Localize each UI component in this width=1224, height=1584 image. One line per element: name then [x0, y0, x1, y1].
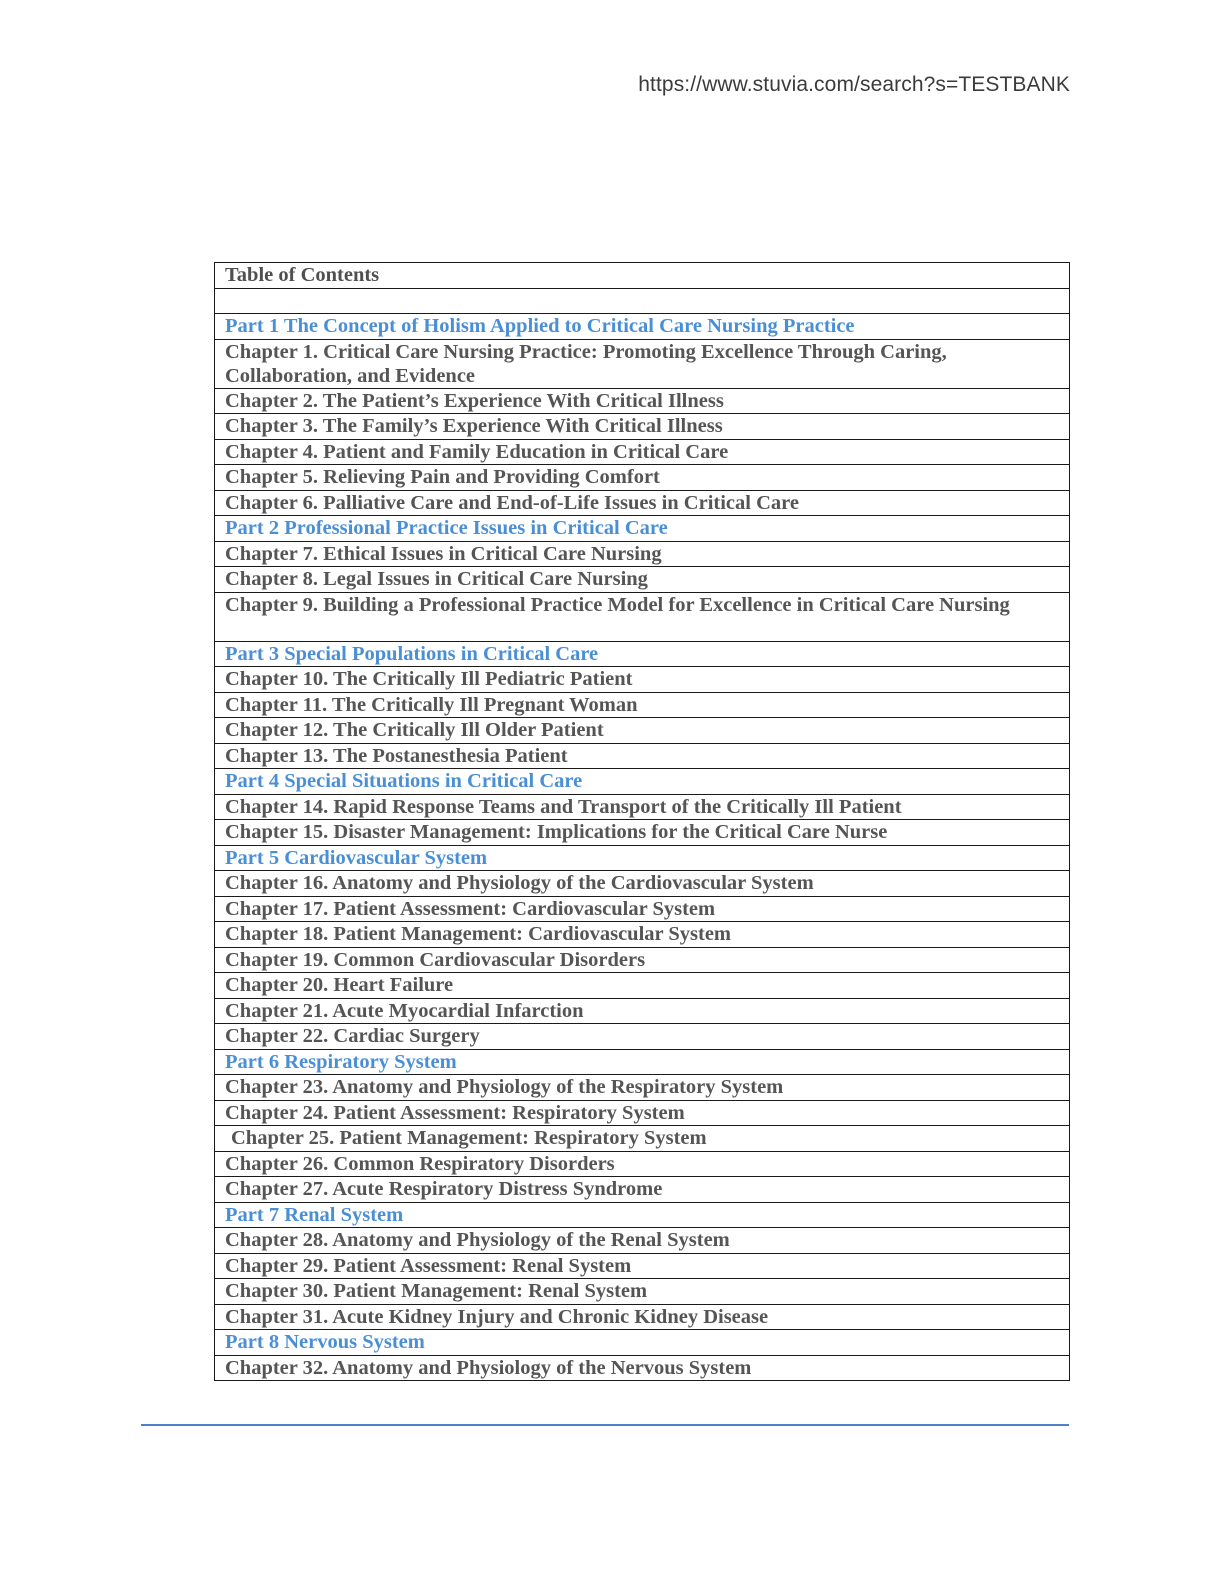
toc-chapter-row-text: Chapter 30. Patient Management: Renal System [215, 1279, 1070, 1305]
toc-chapter-row [215, 1177, 1070, 1203]
toc-chapter-row [215, 794, 1070, 820]
toc-chapter-row-text: Chapter 17. Patient Assessment: Cardiovascular System [215, 896, 1070, 922]
toc-part-row [215, 641, 1070, 667]
toc-chapter-row-text: Chapter 23. Anatomy and Physiology of the Respiratory System [215, 1075, 1070, 1101]
toc-chapter-row-text: Chapter 14. Rapid Response Teams and Transport of the Critically Ill Patient [215, 794, 1070, 820]
toc-chapter-row-text: Chapter 11. The Critically Ill Pregnant Woman [215, 692, 1070, 718]
toc-chapter-row [215, 339, 1070, 388]
toc-chapter-row-text: Chapter 2. The Patient’s Experience With Critical Illness [215, 388, 1070, 414]
toc-part-row-text: Part 7 Renal System [215, 1202, 1070, 1228]
toc-part-row-text: Part 3 Special Populations in Critical Care [215, 641, 1070, 667]
toc-chapter-row [215, 947, 1070, 973]
toc-chapter-row [215, 388, 1070, 414]
toc-chapter-row [215, 465, 1070, 491]
toc-chapter-row-text: Chapter 8. Legal Issues in Critical Care Nursing [215, 567, 1070, 593]
toc-chapter-row-text: Chapter 21. Acute Myocardial Infarction [215, 998, 1070, 1024]
toc-chapter-row [215, 718, 1070, 744]
toc-blank-row-text [215, 288, 1070, 314]
toc-part-row [215, 1202, 1070, 1228]
toc-chapter-row-text: Chapter 15. Disaster Management: Implications for the Critical Care Nurse [215, 820, 1070, 846]
toc-chapter-row-text: Chapter 4. Patient and Family Education in Critical Care [215, 439, 1070, 465]
toc-part-row-text: Part 5 Cardiovascular System [215, 845, 1070, 871]
toc-chapter-row-text: Chapter 27. Acute Respiratory Distress Syndrome [215, 1177, 1070, 1203]
toc-heading [215, 263, 1070, 289]
toc-chapter-row [215, 692, 1070, 718]
toc-chapter-row [215, 1304, 1070, 1330]
toc-part-row [215, 845, 1070, 871]
toc-chapter-row-text: Chapter 31. Acute Kidney Injury and Chronic Kidney Disease [215, 1304, 1070, 1330]
toc-chapter-row [215, 998, 1070, 1024]
toc-chapter-row [215, 922, 1070, 948]
toc-chapter-row [215, 1024, 1070, 1050]
toc-chapter-row-text: Chapter 22. Cardiac Surgery [215, 1024, 1070, 1050]
toc-chapter-row [215, 1126, 1070, 1152]
toc-part-row [215, 314, 1070, 340]
toc-chapter-row [215, 1151, 1070, 1177]
toc-chapter-row [215, 541, 1070, 567]
toc-chapter-row-text: Chapter 10. The Critically Ill Pediatric Patient [215, 667, 1070, 693]
toc-heading-text: Table of Contents [215, 263, 1070, 289]
toc-chapter-row [215, 592, 1070, 641]
toc-chapter-row-text: Chapter 32. Anatomy and Physiology of the Nervous System [215, 1355, 1070, 1381]
toc-chapter-row [215, 896, 1070, 922]
toc-chapter-row [215, 414, 1070, 440]
toc-chapter-row-text: Chapter 25. Patient Management: Respiratory System [215, 1126, 1070, 1152]
toc-part-row-text: Part 2 Professional Practice Issues in Critical Care [215, 516, 1070, 542]
toc-chapter-row-text: Chapter 5. Relieving Pain and Providing Comfort [215, 465, 1070, 491]
toc-part-row [215, 516, 1070, 542]
toc-chapter-row-text: Chapter 7. Ethical Issues in Critical Care Nursing [215, 541, 1070, 567]
toc-chapter-row-text: Chapter 9. Building a Professional Practice Model for Excellence in Critical Care Nursing [215, 592, 1070, 641]
toc-part-row [215, 1049, 1070, 1075]
toc-chapter-row-text: Chapter 18. Patient Management: Cardiovascular System [215, 922, 1070, 948]
toc-chapter-row [215, 1253, 1070, 1279]
toc-part-row-text: Part 4 Special Situations in Critical Care [215, 769, 1070, 795]
toc-chapter-row-text: Chapter 13. The Postanesthesia Patient [215, 743, 1070, 769]
footer-rule [141, 1424, 1069, 1426]
toc-chapter-row-text: Chapter 6. Palliative Care and End-of-Life Issues in Critical Care [215, 490, 1070, 516]
toc-chapter-row [215, 820, 1070, 846]
toc-chapter-row [215, 567, 1070, 593]
toc-chapter-row [215, 1075, 1070, 1101]
toc-chapter-row-text: Chapter 28. Anatomy and Physiology of the Renal System [215, 1228, 1070, 1254]
toc-chapter-row-text: Chapter 12. The Critically Ill Older Patient [215, 718, 1070, 744]
toc-chapter-row [215, 1228, 1070, 1254]
toc-chapter-row-text: Chapter 19. Common Cardiovascular Disorders [215, 947, 1070, 973]
toc-chapter-row-text: Chapter 3. The Family’s Experience With Critical Illness [215, 414, 1070, 440]
toc-chapter-row [215, 973, 1070, 999]
header-url[interactable]: https://www.stuvia.com/search?s=TESTBANK [638, 73, 1070, 96]
toc-chapter-row [215, 1279, 1070, 1305]
toc-chapter-row [215, 490, 1070, 516]
toc-chapter-row [215, 667, 1070, 693]
toc-chapter-row [215, 439, 1070, 465]
toc-chapter-row-text: Chapter 26. Common Respiratory Disorders [215, 1151, 1070, 1177]
toc-part-row-text: Part 6 Respiratory System [215, 1049, 1070, 1075]
toc-part-row-text: Part 8 Nervous System [215, 1330, 1070, 1356]
table-of-contents [214, 262, 1070, 1381]
toc-chapter-row-text: Chapter 24. Patient Assessment: Respiratory System [215, 1100, 1070, 1126]
toc-chapter-row [215, 1100, 1070, 1126]
toc-chapter-row [215, 871, 1070, 897]
toc-part-row [215, 1330, 1070, 1356]
toc-chapter-row [215, 743, 1070, 769]
toc-blank-row [215, 288, 1070, 314]
toc-chapter-row-text: Chapter 29. Patient Assessment: Renal System [215, 1253, 1070, 1279]
toc-chapter-row-text: Chapter 16. Anatomy and Physiology of the Cardiovascular System [215, 871, 1070, 897]
toc-part-row-text: Part 1 The Concept of Holism Applied to Critical Care Nursing Practice [215, 314, 1070, 340]
toc-chapter-row [215, 1355, 1070, 1381]
toc-chapter-row-text: Chapter 20. Heart Failure [215, 973, 1070, 999]
toc-part-row [215, 769, 1070, 795]
toc-chapter-row-text: Chapter 1. Critical Care Nursing Practice: Promoting Excellence Through Caring, Collaboration, and Evidence [215, 339, 1070, 388]
